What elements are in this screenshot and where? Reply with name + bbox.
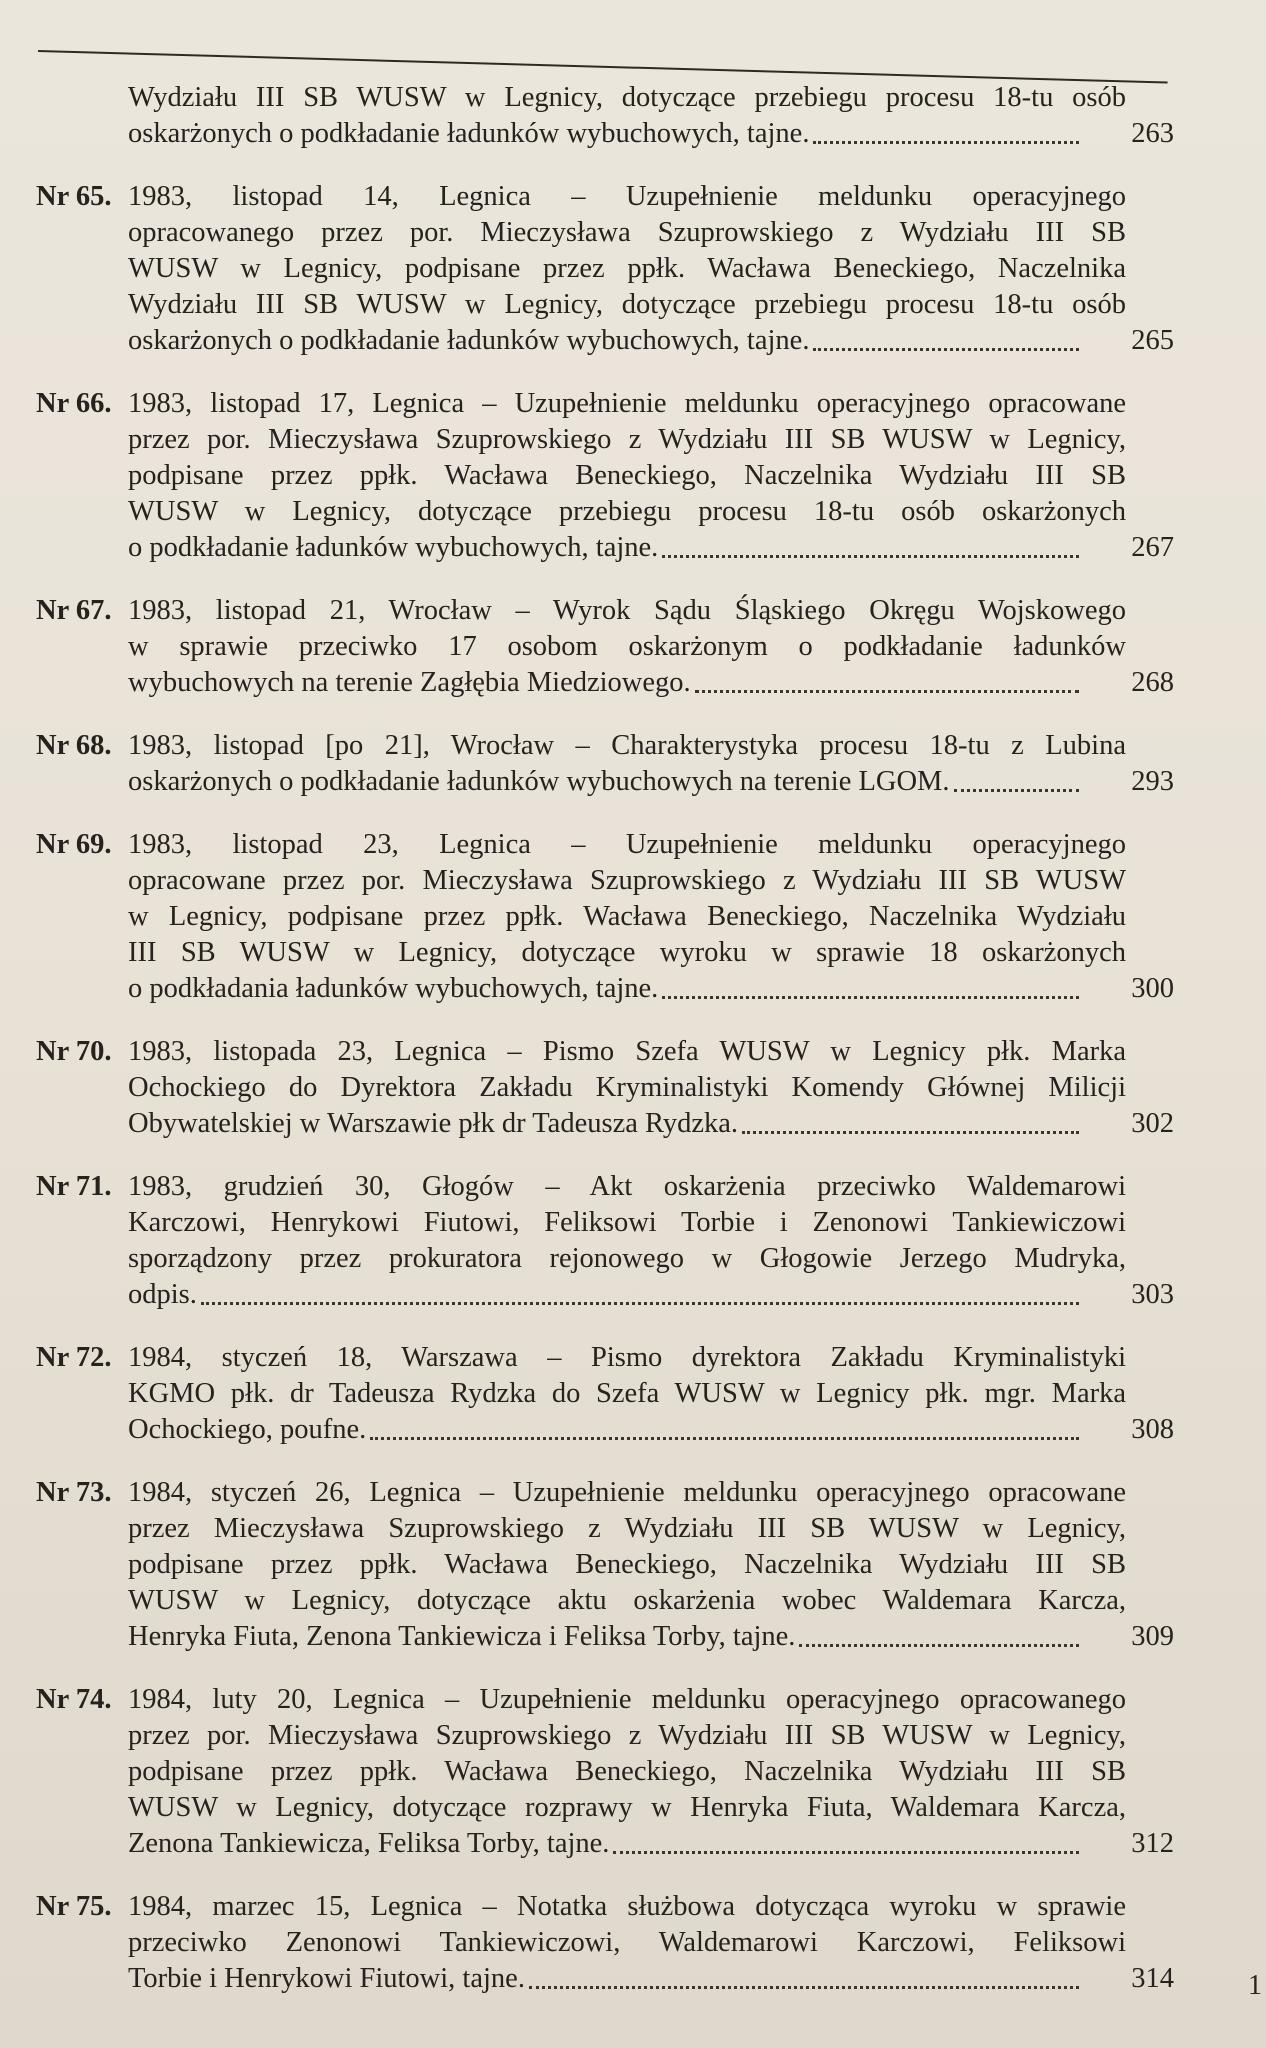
entry-line: 1984, marzec 15, Legnica – Notatka służbowa dotycząca wyroku w sprawie [128,1891,1126,1922]
entry-line: przez por. Mieczysława Szuprowskiego z Wydziału III SB WUSW w Legnicy, [128,424,1126,455]
entry-line: Karczowi, Henrykowi Fiutowi, Feliksowi Torbie i Zenonowi Tankiewiczowi [128,1207,1126,1238]
entry-line: 1983, listopad 17, Legnica – Uzupełnienie meldunku operacyjnego opracowane [128,388,1126,419]
entry-number: Nr 65. [36,181,112,212]
entry-page-number: 267 [1131,532,1174,563]
entry-line: WUSW w Legnicy, dotyczące rozprawy w Henryka Fiuta, Waldemara Karcza, [128,1792,1126,1823]
dot-leader [813,348,1079,351]
entry-line: o podkładania ładunków wybuchowych, tajne. [128,973,659,1004]
entry-last-line [128,1412,1174,1448]
entry-line: podpisane przez ppłk. Wacława Beneckiego, Naczelnika Wydziału III SB [128,1549,1126,1580]
entry-line: Obywatelskiej w Warszawie płk dr Tadeusza Rydzka. [128,1108,739,1139]
entry-number: Nr 73. [36,1477,112,1508]
entry-number: Nr 72. [36,1342,112,1373]
entry-page-number: 312 [1131,1828,1174,1859]
entry-last-line [128,530,1174,566]
entry-line: Wydziału III SB WUSW w Legnicy, dotyczące przebiegu procesu 18-tu osób [128,82,1126,113]
entry-page-number: 308 [1131,1414,1174,1445]
entry-description [128,593,1174,701]
table-of-contents [36,80,1176,2024]
entry-line: podpisane przez ppłk. Wacława Beneckiego, Naczelnika Wydziału III SB [128,1756,1126,1787]
entry-line: 1983, listopad 23, Legnica – Uzupełnienie meldunku operacyjnego [128,829,1126,860]
entry-description [128,386,1174,566]
entry-line: III SB WUSW w Legnicy, dotyczące wyroku w sprawie 18 oskarżonych [128,937,1126,968]
dot-leader [613,1851,1079,1854]
entry-line: oskarżonych o podkładanie ładunków wybuchowych na terenie LGOM. [128,766,950,797]
entry-line: oskarżonych o podkładanie ładunków wybuchowych, tajne. [128,325,810,356]
entry-line: w sprawie przeciwko 17 osobom oskarżonym o podkładanie ładunków [128,631,1126,662]
entry-last-line [128,1106,1174,1142]
entry-number: Nr 75. [36,1891,112,1922]
toc-entry [36,386,1176,566]
entry-number: Nr 69. [36,829,112,860]
entry-line: przez por. Mieczysława Szuprowskiego z Wydziału III SB WUSW w Legnicy, [128,1720,1126,1751]
entry-description [128,80,1174,152]
entry-last-line [128,764,1174,800]
entry-last-line [128,1277,1174,1313]
entry-number: Nr 67. [36,595,112,626]
entry-line: przeciwko Zenonowi Tankiewiczowi, Waldemarowi Karczowi, Feliksowi [128,1927,1126,1958]
entry-page-number: 314 [1131,1963,1174,1994]
entry-number: Nr 74. [36,1684,112,1715]
entry-line: sporządzony przez prokuratora rejonowego w Głogowie Jerzego Mudryka, [128,1243,1126,1274]
entry-page-number: 268 [1131,667,1174,698]
entry-line: odpis. [128,1279,197,1310]
entry-line: WUSW w Legnicy, dotyczące aktu oskarżenia wobec Waldemara Karcza, [128,1585,1126,1616]
entry-number: Nr 66. [36,388,112,419]
entry-page-number: 303 [1131,1279,1174,1310]
entry-last-line [128,1826,1174,1862]
entry-line: opracowanego przez por. Mieczysława Szuprowskiego z Wydziału III SB [128,217,1126,248]
dot-leader [529,1986,1079,1989]
entry-last-line [128,665,1174,701]
entry-description [128,1889,1174,1997]
entry-last-line [128,971,1174,1007]
entry-line: wybuchowych na terenie Zagłębia Miedziowego. [128,667,691,698]
entry-line: przez Mieczysława Szuprowskiego z Wydziału III SB WUSW w Legnicy, [128,1513,1126,1544]
entry-page-number: 293 [1131,766,1174,797]
dot-leader [742,1131,1079,1134]
entry-last-line [128,1961,1174,1997]
entry-line: 1983, listopada 23, Legnica – Pismo Szefa WUSW w Legnicy płk. Marka [128,1036,1126,1067]
entry-number: Nr 71. [36,1171,112,1202]
toc-entry [36,1034,1176,1142]
entry-line: 1983, listopad 14, Legnica – Uzupełnienie meldunku operacyjnego [128,181,1126,212]
entry-line: oskarżonych o podkładanie ładunków wybuchowych, tajne. [128,118,810,149]
dot-leader [954,789,1080,792]
toc-entry [36,593,1176,701]
entry-description [128,1340,1174,1448]
dot-leader [662,996,1079,999]
toc-entry [36,728,1176,800]
dot-leader [813,141,1079,144]
entry-number: Nr 70. [36,1036,112,1067]
toc-entry [36,1475,1176,1655]
toc-entry [36,1169,1176,1313]
entry-line: o podkładanie ładunków wybuchowych, tajne. [128,532,659,563]
toc-entry [36,179,1176,359]
entry-description [128,827,1174,1007]
entry-last-line [128,1619,1174,1655]
entry-line: 1983, grudzień 30, Głogów – Akt oskarżenia przeciwko Waldemarowi [128,1171,1126,1202]
entry-description [128,1682,1174,1862]
entry-line: WUSW w Legnicy, dotyczące przebiegu procesu 18-tu osób oskarżonych [128,496,1126,527]
page-number-fragment: 1 [1248,1970,1262,2001]
entry-line: opracowane przez por. Mieczysława Szuprowskiego z Wydziału III SB WUSW [128,865,1126,896]
entry-line: Wydziału III SB WUSW w Legnicy, dotyczące przebiegu procesu 18-tu osób [128,289,1126,320]
entry-description [128,1169,1174,1313]
toc-entry [36,80,1176,152]
entry-line: Zenona Tankiewicza, Feliksa Torby, tajne. [128,1828,610,1859]
header-rule [38,50,1168,84]
toc-entry [36,1682,1176,1862]
entry-line: KGMO płk. dr Tadeusza Rydzka do Szefa WUSW w Legnicy płk. mgr. Marka [128,1378,1126,1409]
dot-leader [662,555,1079,558]
entry-line: 1984, styczeń 18, Warszawa – Pismo dyrektora Zakładu Kryminalistyki [128,1342,1126,1373]
entry-line: 1984, luty 20, Legnica – Uzupełnienie meldunku operacyjnego opracowanego [128,1684,1126,1715]
entry-page-number: 300 [1131,973,1174,1004]
entry-number: Nr 68. [36,730,112,761]
entry-line: WUSW w Legnicy, podpisane przez ppłk. Wacława Beneckiego, Naczelnika [128,253,1126,284]
dot-leader [201,1302,1079,1305]
entry-page-number: 309 [1131,1621,1174,1652]
dot-leader [370,1437,1079,1440]
entry-description [128,1475,1174,1655]
entry-description [128,728,1174,800]
toc-entry [36,1340,1176,1448]
entry-page-number: 302 [1131,1108,1174,1139]
entry-description [128,179,1174,359]
entry-description [128,1034,1174,1142]
entry-line: 1983, listopad [po 21], Wrocław – Charakterystyka procesu 18-tu z Lubina [128,730,1126,761]
dot-leader [695,690,1080,693]
entry-line: Ochockiego do Dyrektora Zakładu Kryminalistyki Komendy Głównej Milicji [128,1072,1126,1103]
toc-entry [36,1889,1176,1997]
entry-line: w Legnicy, podpisane przez ppłk. Wacława Beneckiego, Naczelnika Wydziału [128,901,1126,932]
dot-leader [799,1644,1079,1647]
entry-last-line [128,116,1174,152]
entry-line: Ochockiego, poufne. [128,1414,367,1445]
entry-last-line [128,323,1174,359]
entry-line: Henryka Fiuta, Zenona Tankiewicza i Feliksa Torby, tajne. [128,1621,796,1652]
toc-entry [36,827,1176,1007]
entry-line: 1983, listopad 21, Wrocław – Wyrok Sądu Śląskiego Okręgu Wojskowego [128,595,1126,626]
entry-page-number: 263 [1131,118,1174,149]
entry-line: Torbie i Henrykowi Fiutowi, tajne. [128,1963,525,1994]
entry-page-number: 265 [1131,325,1174,356]
entry-line: podpisane przez ppłk. Wacława Beneckiego, Naczelnika Wydziału III SB [128,460,1126,491]
entry-line: 1984, styczeń 26, Legnica – Uzupełnienie meldunku operacyjnego opracowane [128,1477,1126,1508]
